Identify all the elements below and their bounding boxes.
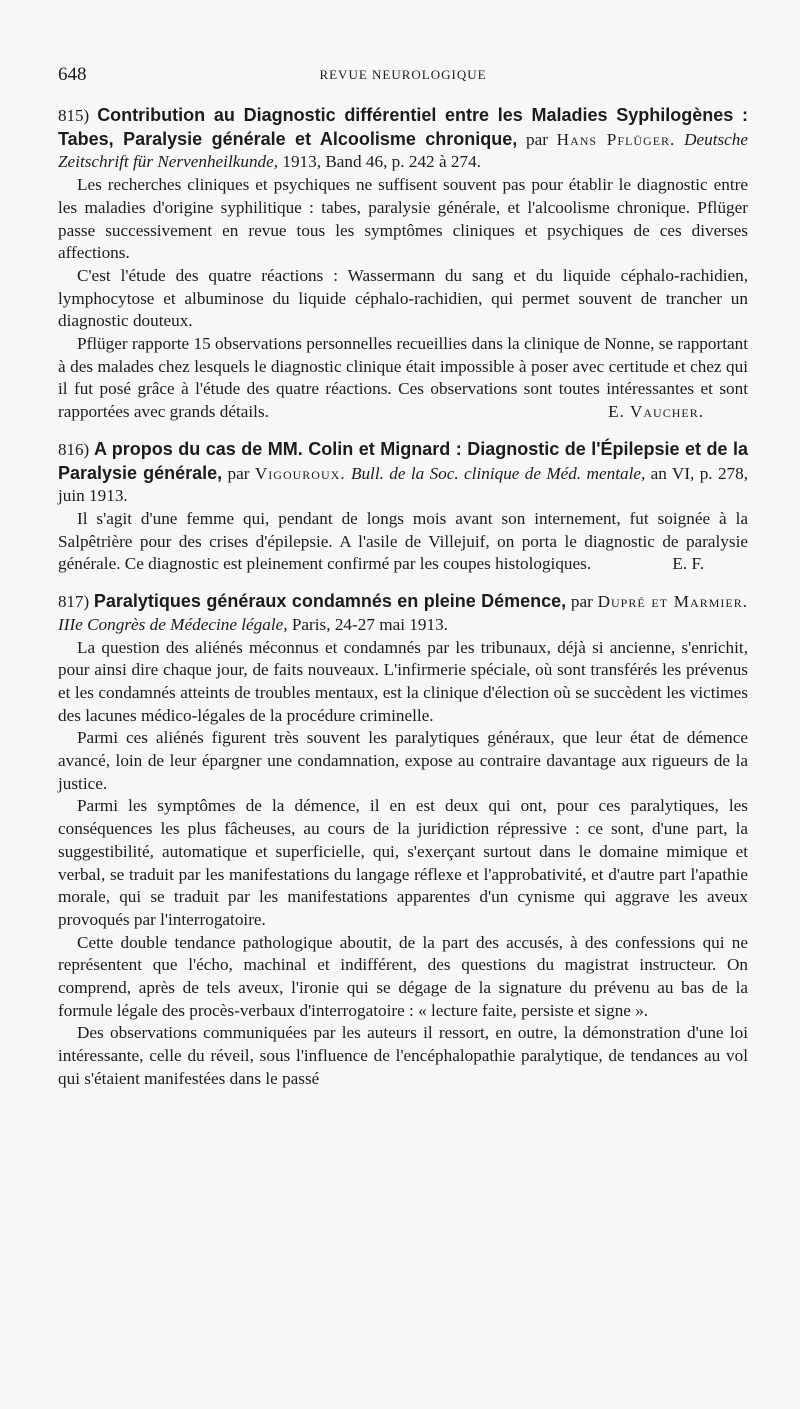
article-signature: E. Vaucher.: [608, 402, 704, 422]
article-reference: Paris, 24-27 mai 1913.: [291, 614, 448, 634]
article-author: Vigouroux.: [254, 463, 346, 483]
article-title: Paralytiques généraux condamnés en pleine Démence,: [93, 591, 567, 612]
article-heading: [58, 438, 748, 508]
article-number: 817): [58, 592, 90, 612]
article-journal: Bull. de la Soc. clinique de Méd. mentale,: [350, 463, 646, 483]
page-number: 648: [58, 64, 87, 85]
running-title: REVUE NEUROLOGIQUE: [319, 67, 487, 82]
article-817: [58, 590, 748, 1090]
article-paragraph: Les recherches cliniques et psychiques ne suffisent souvent pas pour établir le diagnostic entre les maladies d'origine syphilitique : tabes, paralysie générale, et l'alcoolisme chronique. Pflüger passe successivement en revue tous les symptômes cliniques et psychiques de ces diverses affections.: [58, 175, 748, 263]
article-author: Dupré et Marmier.: [597, 592, 748, 612]
article-paragraph: Parmi les symptômes de la démence, il en est deux qui ont, pour ces paralytiques, les conséquences les plus fâcheuses, au cours de la juridiction répressive : ce sont, d'une part, la suggestibilité, automatique et superficielle, qui, s'exerçant surtout dans le domaine mimique et verbal, se traduit par les manifestations du langage réflexe et l'approbativité, et d'autre part l'apathie morale, qui se traduit par les manifestations apparentes d'un cynisme qui aggrave les aveux provoqués par l'interrogatoire.: [58, 796, 748, 929]
article-heading: [58, 104, 748, 174]
article-reference: 1913, Band 46, p. 242 à 274.: [282, 152, 481, 172]
page-body: [58, 104, 748, 1091]
article-number: 815): [58, 106, 90, 125]
article-by: par: [526, 129, 548, 149]
article-paragraph: La question des aliénés méconnus et condamnés par les tribunaux, déjà si ancienne, s'enrichit, pour ainsi dire chaque jour, de faits nouveaux. L'infirmerie spéciale, où sont transférés les prévenus et les condamnés atteints de troubles mentaux, est la clinique d'élection où se succèdent les victimes des lacunes médico-légales de la procédure criminelle.: [58, 637, 748, 725]
article-by: par: [227, 463, 250, 483]
article-815: [58, 104, 748, 424]
article-heading: [58, 590, 748, 636]
article-author: Hans Pflüger.: [556, 129, 676, 149]
article-title: A propos du cas de MM. Colin et Mignard : Diagnostic de l'Épilepsie et de la Paralysie générale,: [58, 438, 749, 483]
article-paragraph: Il s'agit d'une femme qui, pendant de longs mois avant son internement, fut soignée à la Salpêtrière pour des crises d'épilepsie. A l'asile de Villejuif, on porta le diagnostic de paralysie générale. Ce diagnostic est pleinement confirmé par les coupes histologiques.: [58, 508, 748, 574]
article-paragraph: Parmi ces aliénés figurent très souvent les paralytiques généraux, que leur état de démence avancé, loin de leur épargner une condamnation, expose au contraire davantage aux rigueurs de la justice.: [58, 728, 748, 793]
article-by: par: [570, 592, 593, 612]
article-signature: E. F.: [672, 554, 704, 574]
article-paragraph: Des observations communiquées par les auteurs il ressort, en outre, la démonstration d'une loi intéressante, celle du réveil, sous l'influence de l'encéphalopathie paralytique, de tendances au vol qui s'étaient manifestées dans le passé: [58, 1023, 748, 1088]
article-title: Contribution au Diagnostic différentiel entre les Maladies Syphilogènes : Tabes, Paralysie générale et Alcoolisme chronique,: [58, 105, 748, 149]
article-paragraph: C'est l'étude des quatre réactions : Wassermann du sang et du liquide céphalo-rachidien, lymphocytose et albuminose du liquide céphalo-rachidien, qui permet souvent de trancher un diagnostic douteux.: [58, 265, 748, 331]
article-journal: IIIe Congrès de Médecine légale,: [58, 614, 288, 634]
article-816: [58, 438, 748, 576]
article-reference: an VI, p. 278, juin 1913.: [58, 463, 749, 506]
article-paragraph: Pflüger rapporte 15 observations personnelles recueillies dans la clinique de Nonne, se rapportant à des malades chez lesquels le diagnostic clinique était impossible à poser avec certitude et chez qui il fut posé grâce à l'étude des quatre réactions. Ces observations sont toutes intéressantes et sont rapportées avec grands détails.: [58, 334, 748, 422]
article-journal: Deutsche Zeitschrift für Nervenheilkunde,: [58, 129, 749, 172]
article-paragraph: Cette double tendance pathologique aboutit, de la part des accusés, à des confessions qui ne représentent que l'écho, machinal et indifférent, des questions du magistrat instructeur. On comprend, après de tels aveux, l'ironie qui se dégage de la signature du prévenu au bas de la formule légale des procès-verbaux d'interrogatoire : « lecture faite, persiste et signe ».: [58, 932, 748, 1020]
page-header: [58, 64, 748, 94]
article-number: 816): [58, 439, 90, 459]
